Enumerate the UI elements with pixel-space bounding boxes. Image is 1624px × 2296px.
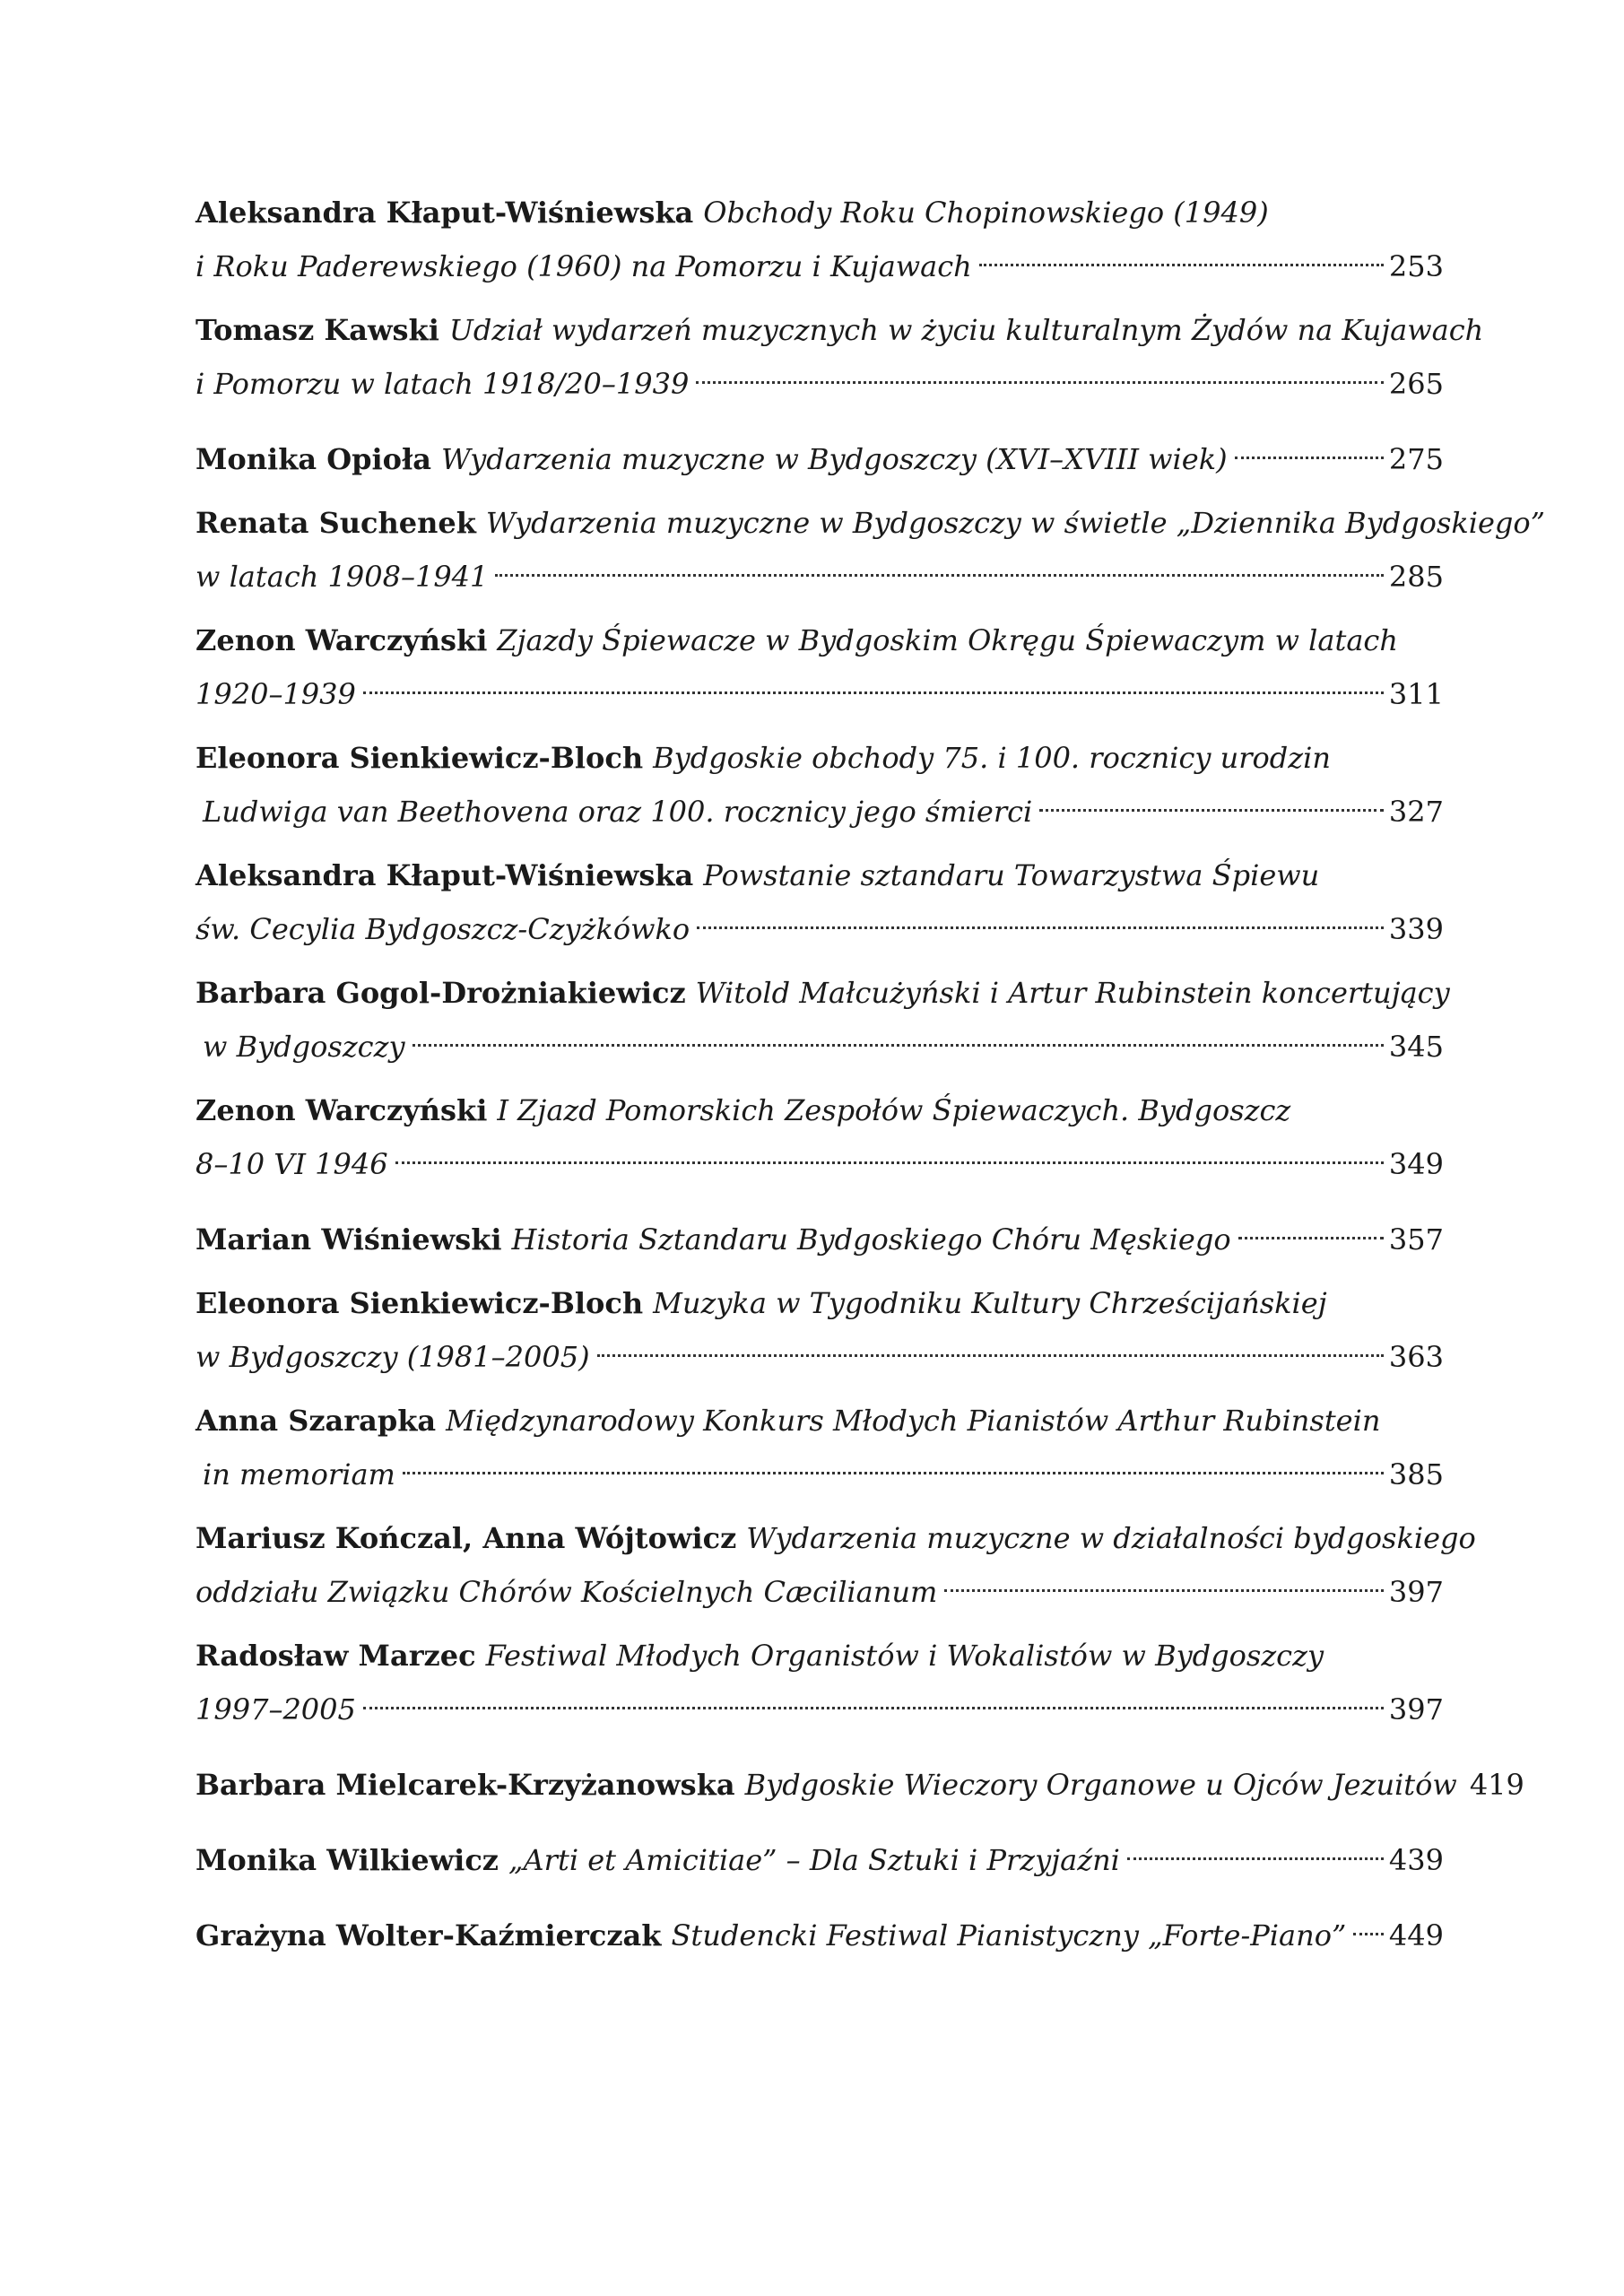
toc-entry-line — [195, 1828, 1444, 1882]
toc-entry-first-line — [195, 502, 1546, 544]
toc-entry-line — [195, 1752, 1524, 1806]
toc-author: Aleksandra Kłaput-Wiśniewska — [195, 196, 694, 230]
toc-entry — [195, 309, 1484, 405]
toc-page-number: 419 — [1469, 1768, 1524, 1802]
toc-title: „Arti et Amicitiae” – Dla Sztuki i Przyjaźni — [508, 1843, 1120, 1877]
dot-leader — [944, 1560, 1384, 1602]
toc-title-continued: i Roku Paderewskiego (1960) na Pomorzu i Kujawach — [195, 249, 972, 283]
toc-entry-line — [195, 1207, 1444, 1261]
toc-author: Zenon Warczyński — [195, 623, 488, 657]
dot-leader — [1353, 1903, 1384, 1945]
toc-author: Mariusz Kończal, Anna Wójtowicz — [195, 1521, 737, 1555]
toc-title: Obchody Roku Chopinowskiego (1949) — [703, 196, 1269, 230]
toc-title: Bydgoskie obchody 75. i 100. rocznicy urodzin — [653, 741, 1331, 775]
toc-title: Festiwal Młodych Organistów i Wokalistów w Bydgoszczy — [485, 1639, 1324, 1673]
toc-entry — [195, 1828, 1444, 1882]
toc-author: Eleonora Sienkiewicz-Bloch — [195, 1286, 644, 1320]
dot-leader — [1127, 1828, 1384, 1870]
dot-leader — [597, 1325, 1384, 1367]
toc-page-number: 285 — [1388, 560, 1444, 594]
toc-entry-first-line — [195, 1090, 1444, 1132]
toc-title: I Zjazd Pomorskich Zespołów Śpiewaczych. Bydgoszcz — [497, 1093, 1291, 1127]
dot-leader — [1238, 1207, 1384, 1249]
toc-page-number: 449 — [1388, 1918, 1444, 1952]
dot-leader — [696, 352, 1384, 394]
toc-entry-last-line — [195, 1325, 1444, 1378]
dot-leader — [395, 1132, 1384, 1174]
toc-title-continued: w Bydgoszczy — [203, 1030, 405, 1064]
toc-entry-first-line — [195, 1283, 1444, 1325]
toc-entry-line — [195, 427, 1444, 481]
toc-entry-first-line — [195, 1518, 1476, 1560]
toc-title: Udział wydarzeń muzycznych w życiu kulturalnym Żydów na Kujawach — [448, 313, 1484, 347]
dot-leader — [413, 1014, 1384, 1057]
toc-page-number: 311 — [1388, 677, 1444, 711]
toc-author: Barbara Gogol-Drożniakiewicz — [195, 976, 686, 1010]
toc-page-number: 397 — [1388, 1575, 1444, 1609]
toc-page-number: 345 — [1388, 1030, 1444, 1064]
toc-entry — [195, 1752, 1524, 1806]
toc-entry-last-line — [195, 662, 1444, 716]
table-of-contents — [195, 192, 1546, 1979]
toc-entry — [195, 855, 1444, 951]
toc-entry — [195, 427, 1444, 481]
toc-author: Eleonora Sienkiewicz-Bloch — [195, 741, 644, 775]
dot-leader — [495, 544, 1384, 587]
toc-page-number: 253 — [1388, 249, 1444, 283]
toc-title: Wydarzenia muzyczne w Bydgoszczy w świetle „Dziennika Bydgoskiego” — [485, 506, 1546, 540]
toc-title-continued: w Bydgoszczy (1981–2005) — [195, 1340, 590, 1374]
toc-title-continued: w latach 1908–1941 — [195, 560, 489, 594]
toc-entry — [195, 1518, 1476, 1613]
toc-author: Anna Szarapka — [195, 1404, 437, 1438]
toc-title-continued: św. Cecylia Bydgoszcz-Czyżkówko — [195, 912, 690, 946]
toc-author: Monika Wilkiewicz — [195, 1843, 499, 1877]
toc-entry-last-line — [195, 1677, 1444, 1731]
toc-author: Aleksandra Kłaput-Wiśniewska — [195, 858, 694, 892]
toc-title-continued: in memoriam — [203, 1457, 395, 1492]
toc-entry-first-line — [195, 972, 1450, 1014]
toc-title: Wydarzenia muzyczne w Bydgoszczy (XVI–XVIII wiek) — [441, 442, 1228, 476]
toc-author: Tomasz Kawski — [195, 313, 439, 347]
toc-author: Renata Suchenek — [195, 506, 476, 540]
toc-entry-last-line — [195, 1560, 1444, 1613]
toc-page-number: 275 — [1388, 442, 1444, 476]
dot-leader — [1235, 427, 1384, 469]
toc-page-number: 363 — [1388, 1340, 1444, 1374]
toc-page-number: 385 — [1388, 1457, 1444, 1492]
toc-entry-last-line — [195, 1014, 1444, 1068]
toc-entry — [195, 1283, 1444, 1378]
toc-author: Radosław Marzec — [195, 1639, 476, 1673]
toc-page-number: 397 — [1388, 1692, 1444, 1726]
toc-title-continued: oddziału Związku Chórów Kościelnych Cæcilianum — [195, 1575, 938, 1609]
toc-entry-first-line — [195, 309, 1484, 352]
toc-title: Muzyka w Tygodniku Kultury Chrześcijańskiej — [653, 1286, 1327, 1320]
toc-title: Witold Małcużyński i Artur Rubinstein koncertujący — [695, 976, 1450, 1010]
toc-title: Wydarzenia muzyczne w działalności bydgoskiego — [746, 1521, 1476, 1555]
toc-page-number: 439 — [1388, 1843, 1444, 1877]
toc-entry — [195, 737, 1444, 833]
toc-entry — [195, 502, 1546, 598]
toc-title-continued: Ludwiga van Beethovena oraz 100. rocznicy jego śmierci — [203, 795, 1033, 829]
toc-entry-first-line — [195, 192, 1444, 234]
toc-page-number: 349 — [1388, 1147, 1444, 1181]
toc-title: Powstanie sztandaru Towarzystwa Śpiewu — [703, 858, 1320, 892]
toc-entry-first-line — [195, 1635, 1444, 1677]
toc-entry-last-line — [195, 779, 1444, 833]
toc-title: Bydgoskie Wieczory Organowe u Ojców Jezuitów — [744, 1768, 1457, 1802]
toc-title: Zjazdy Śpiewacze w Bydgoskim Okręgu Śpiewaczym w latach — [497, 623, 1398, 657]
toc-entry-last-line — [195, 897, 1444, 951]
toc-author: Grażyna Wolter-Kaźmierczak — [195, 1918, 662, 1952]
toc-entry — [195, 1903, 1444, 1957]
toc-author: Marian Wiśniewski — [195, 1222, 502, 1257]
toc-page-number: 327 — [1388, 795, 1444, 829]
toc-title-continued: 8–10 VI 1946 — [195, 1147, 388, 1181]
toc-entry — [195, 1090, 1444, 1186]
toc-entry-last-line — [195, 1132, 1444, 1186]
toc-entry-last-line — [195, 544, 1444, 598]
dot-leader — [363, 662, 1384, 704]
toc-author: Monika Opioła — [195, 442, 432, 476]
toc-entry — [195, 1400, 1444, 1496]
toc-page-number: 357 — [1388, 1222, 1444, 1257]
toc-entry-last-line — [195, 1442, 1444, 1496]
toc-entry — [195, 972, 1450, 1068]
toc-title: Międzynarodowy Konkurs Młodych Pianistów Arthur Rubinstein — [446, 1404, 1381, 1438]
toc-entry — [195, 620, 1444, 716]
toc-entry-last-line — [195, 234, 1444, 288]
toc-entry-first-line — [195, 737, 1444, 779]
dot-leader — [403, 1442, 1384, 1484]
toc-entry-first-line — [195, 620, 1444, 662]
toc-page-number: 265 — [1388, 367, 1444, 401]
dot-leader — [697, 897, 1384, 939]
dot-leader — [363, 1677, 1384, 1719]
toc-entry — [195, 1635, 1444, 1731]
toc-title: Historia Sztandaru Bydgoskiego Chóru Męskiego — [511, 1222, 1231, 1257]
toc-entry — [195, 192, 1444, 288]
toc-entry-last-line — [195, 352, 1444, 405]
toc-entry-first-line — [195, 855, 1444, 897]
toc-entry-first-line — [195, 1400, 1444, 1442]
toc-title-continued: i Pomorzu w latach 1918/20–1939 — [195, 367, 690, 401]
toc-page-number: 339 — [1388, 912, 1444, 946]
toc-title-continued: 1920–1939 — [195, 677, 356, 711]
toc-author: Barbara Mielcarek-Krzyżanowska — [195, 1768, 735, 1802]
toc-entry-line — [195, 1903, 1444, 1957]
dot-leader — [979, 234, 1384, 276]
toc-author: Zenon Warczyński — [195, 1093, 488, 1127]
toc-title-continued: 1997–2005 — [195, 1692, 356, 1726]
toc-title: Studencki Festiwal Pianistyczny „Forte-Piano” — [671, 1918, 1347, 1952]
dot-leader — [1039, 779, 1384, 822]
toc-entry — [195, 1207, 1444, 1261]
